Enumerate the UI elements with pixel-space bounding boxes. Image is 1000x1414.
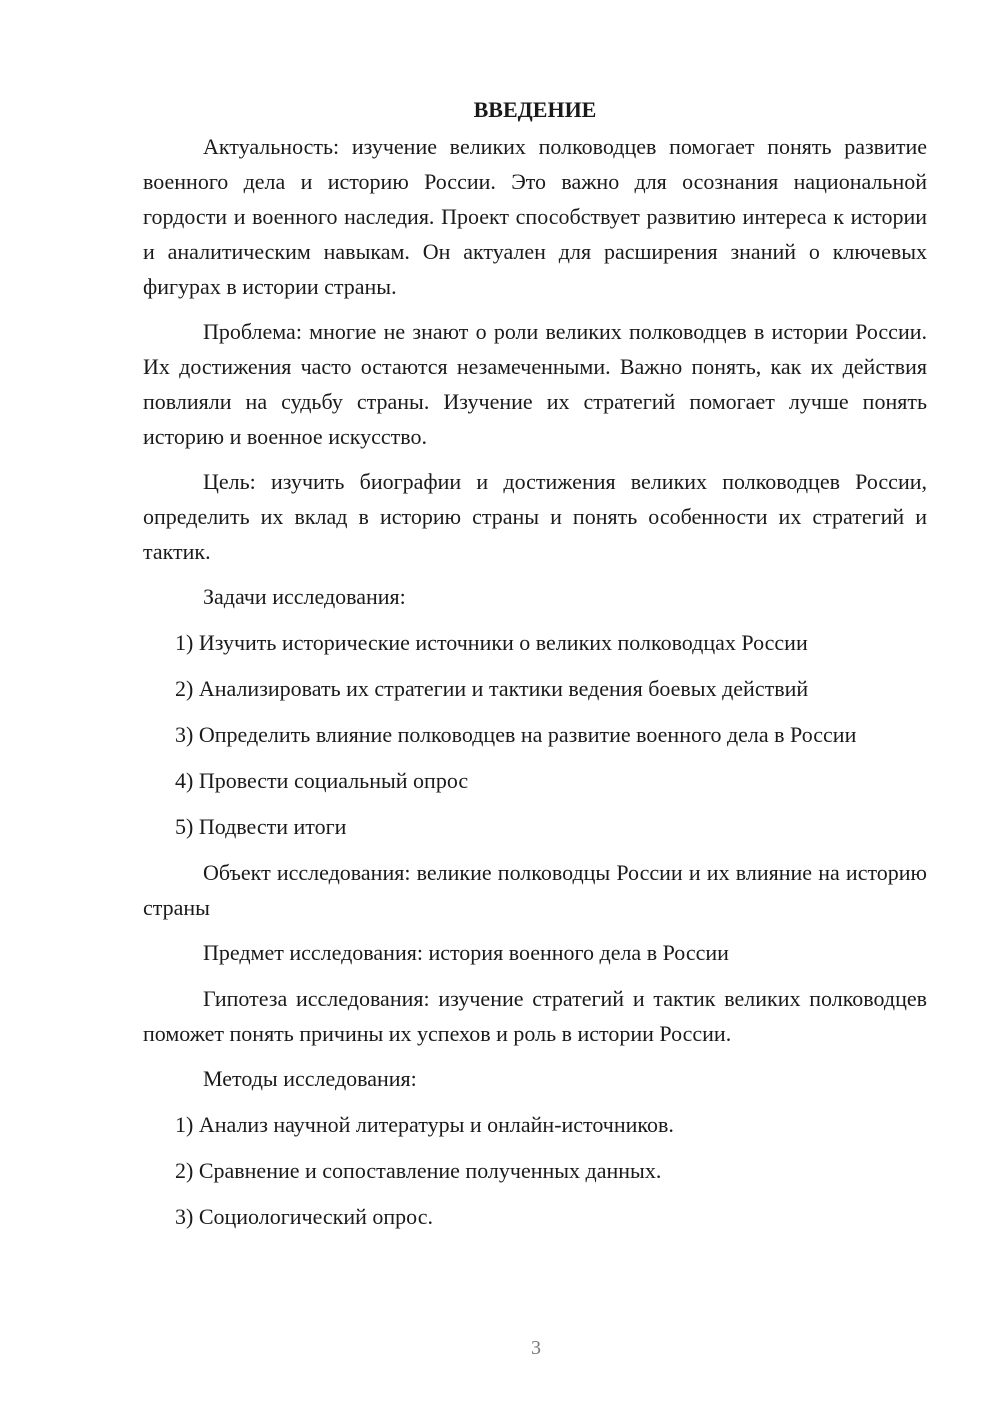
- task-item-3: 3) Определить влияние полководцев на развитие военного дела в России: [175, 722, 857, 747]
- hypothesis-paragraph: Гипотеза исследования: изучение стратегий и тактик великих полководцев поможет понять причины их успехов и роль в истории России.: [143, 986, 927, 1046]
- goal-paragraph: Цель: изучить биографии и достижения великих полководцев России, определить их вклад в историю страны и понять особенности их стратегий и тактик.: [143, 469, 927, 564]
- page-title: ВВЕДЕНИЕ: [473, 97, 597, 122]
- page-number: 3: [531, 1337, 541, 1359]
- subject-paragraph: Предмет исследования: история военного дела в России: [203, 940, 729, 965]
- object-paragraph: Объект исследования: великие полководцы России и их влияние на историю страны: [143, 860, 927, 920]
- relevance-paragraph: Актуальность: изучение великих полководцев помогает понять развитие военного дела и историю России. Это важно для осознания национальной гордости и военного наследия. Проект способствует развитию интереса к истории и аналитическим навыкам. Он актуален для расширения знаний о ключевых фигурах в истории страны.: [143, 134, 927, 299]
- task-item-2: 2) Анализировать их стратегии и тактики ведения боевых действий: [175, 676, 809, 701]
- method-item-2: 2) Сравнение и сопоставление полученных данных.: [175, 1158, 662, 1183]
- problem-paragraph: Проблема: многие не знают о роли великих полководцев в истории России. Их достижения часто остаются незамеченными. Важно понять, как их действия повлияли на судьбу страны. Изучение их стратегий помогает лучше понять историю и военное искусство.: [143, 319, 927, 449]
- method-item-1: 1) Анализ научной литературы и онлайн-источников.: [175, 1112, 674, 1137]
- methods-heading: Методы исследования:: [203, 1066, 417, 1091]
- document-page: [143, 92, 927, 1245]
- tasks-heading: Задачи исследования:: [203, 584, 406, 609]
- method-item-3: 3) Социологический опрос.: [175, 1204, 433, 1229]
- task-item-4: 4) Провести социальный опрос: [175, 768, 469, 793]
- task-item-1: 1) Изучить исторические источники о великих полководцах России: [175, 630, 808, 655]
- task-item-5: 5) Подвести итоги: [175, 814, 347, 839]
